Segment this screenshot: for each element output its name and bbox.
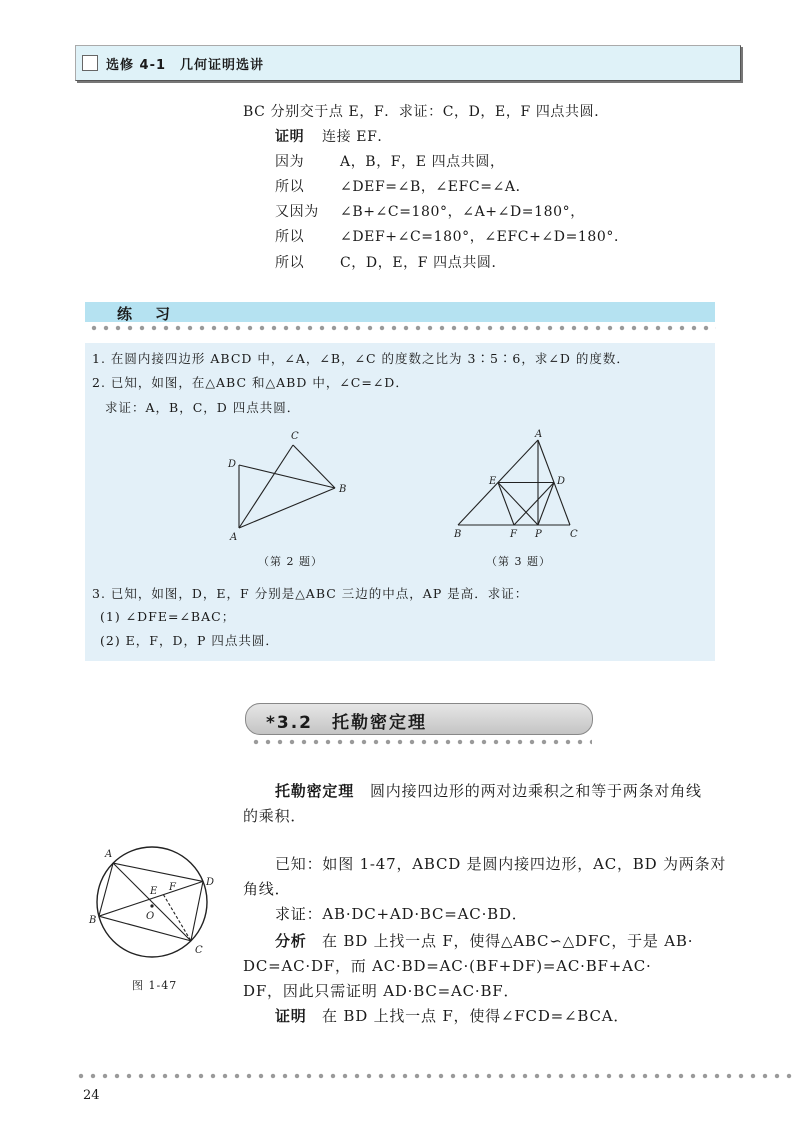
- proof-step-text: A，B，F，E 四点共圆，: [340, 154, 505, 170]
- side-da: [113, 863, 203, 881]
- point-label-a: A: [230, 532, 238, 543]
- segment-df: [514, 483, 554, 526]
- exercise-title: 练 习: [117, 305, 175, 323]
- proof-step-word: 又因为: [275, 204, 319, 220]
- given-line2: 角线．: [243, 880, 291, 898]
- point-label-f: F: [169, 882, 176, 893]
- proof-first-step: 连接 EF．: [322, 129, 392, 145]
- dotted-divider: [88, 325, 716, 331]
- exercise-banner: [85, 302, 715, 322]
- analysis-line2: DC=AC·DF，而 AC·BD=AC·(BF+DF)=AC·BF+AC·: [243, 957, 652, 975]
- header-square-icon: [82, 55, 98, 71]
- point-label-e: E: [489, 476, 497, 487]
- exercise-q3: 3. 已知，如图，D，E，F 分别是△ABC 三边的中点，AP 是高．求证：: [92, 586, 529, 601]
- figure-problem-2: [225, 428, 355, 548]
- proof-step-word: 因为: [275, 154, 305, 170]
- proof-step-text: C，D，E，F 四点共圆．: [340, 255, 507, 271]
- point-label-b: B: [339, 484, 347, 495]
- proof-step-word: 所以: [275, 229, 305, 245]
- side-bc: [99, 916, 191, 941]
- proof-intro: BC 分别交于点 E，F．求证：C，D，E，F 四点共圆．: [243, 104, 609, 120]
- point-label-b: B: [454, 529, 462, 540]
- exercise-q3-part2: (2) E，F，D，P 四点共圆．: [100, 633, 279, 648]
- page-number: 24: [83, 1088, 100, 1103]
- proof-step-text: ∠DEF+∠C=180°，∠EFC+∠D=180°．: [340, 229, 629, 245]
- analysis-line1: 在 BD 上找一点 F，使得△ABC∽△DFC，于是 AB·: [322, 932, 694, 950]
- segment-cb: [293, 445, 335, 488]
- point-label-d: D: [557, 476, 566, 487]
- header-title: 选修 4-1 几何证明选讲: [106, 58, 265, 73]
- point-label-c: C: [195, 945, 203, 956]
- theorem-label: 托勒密定理: [275, 782, 355, 800]
- point-label-a: A: [535, 429, 543, 440]
- proof-line1: 在 BD 上找一点 F，使得∠FCD=∠BCA．: [322, 1007, 630, 1025]
- given-line1: 已知：如图 1-47，ABCD 是圆内接四边形，AC，BD 为两条对: [275, 855, 727, 873]
- segment-db: [239, 465, 335, 488]
- figure-2-caption: （第 2 题）: [258, 555, 323, 568]
- point-label-c: C: [570, 529, 578, 540]
- proof-step-word: 所以: [275, 255, 305, 271]
- figure-1-47: [88, 840, 223, 968]
- proof-label: 证明: [275, 1007, 307, 1025]
- theorem-text-line2: 的乘积．: [243, 807, 307, 825]
- side-cd: [191, 881, 203, 941]
- point-label-e: E: [150, 886, 158, 897]
- figure-problem-3: [450, 428, 582, 544]
- segment-ac: [239, 445, 293, 528]
- theorem-text-line1: 圆内接四边形的两对边乘积之和等于两条对角线: [370, 782, 702, 800]
- section-title: *3.2 托勒密定理: [266, 713, 428, 733]
- point-label-a: A: [105, 849, 113, 860]
- point-label-o: O: [146, 911, 155, 922]
- figure-3-caption: （第 3 题）: [486, 555, 551, 568]
- segment-ab: [239, 488, 335, 528]
- point-label-c: C: [291, 431, 299, 442]
- segment-ef: [498, 483, 514, 526]
- point-label-p: P: [535, 529, 542, 540]
- center-point: [150, 904, 153, 907]
- goal-line: 求证：AB·DC+AD·BC=AC·BD．: [275, 905, 528, 923]
- segment-dp: [538, 483, 554, 526]
- analysis-label: 分析: [275, 932, 307, 950]
- segment-ep: [498, 483, 538, 526]
- point-label-d: D: [228, 459, 237, 470]
- figure-1-47-caption: 图 1-47: [132, 979, 178, 992]
- diagonal-ac: [113, 863, 191, 941]
- dotted-divider: [250, 739, 592, 745]
- footer-dotted-line: [75, 1073, 793, 1079]
- exercise-q1: 1. 在圆内接四边形 ABCD 中，∠A，∠B，∠C 的度数之比为 3∶5∶6，求∠D 的度数．: [92, 351, 630, 366]
- point-label-b: B: [89, 915, 97, 926]
- exercise-q2-goal: 求证：A，B，C，D 四点共圆．: [105, 400, 301, 415]
- running-header: [75, 45, 741, 81]
- section-heading: [245, 703, 593, 735]
- proof-step-text: ∠DEF=∠B，∠EFC=∠A．: [340, 179, 531, 195]
- proof-label: 证明: [275, 129, 305, 145]
- point-label-f: F: [510, 529, 517, 540]
- proof-step-word: 所以: [275, 179, 305, 195]
- exercise-q3-part1: (1) ∠DFE=∠BAC；: [100, 609, 236, 624]
- proof-step-text: ∠B+∠C=180°，∠A+∠D=180°，: [340, 204, 585, 220]
- exercise-q2: 2. 已知，如图，在△ABC 和△ABD 中，∠C=∠D．: [92, 375, 409, 390]
- point-label-d: D: [206, 877, 215, 888]
- analysis-line3: DF，因此只需证明 AD·BC=AC·BF．: [243, 982, 520, 1000]
